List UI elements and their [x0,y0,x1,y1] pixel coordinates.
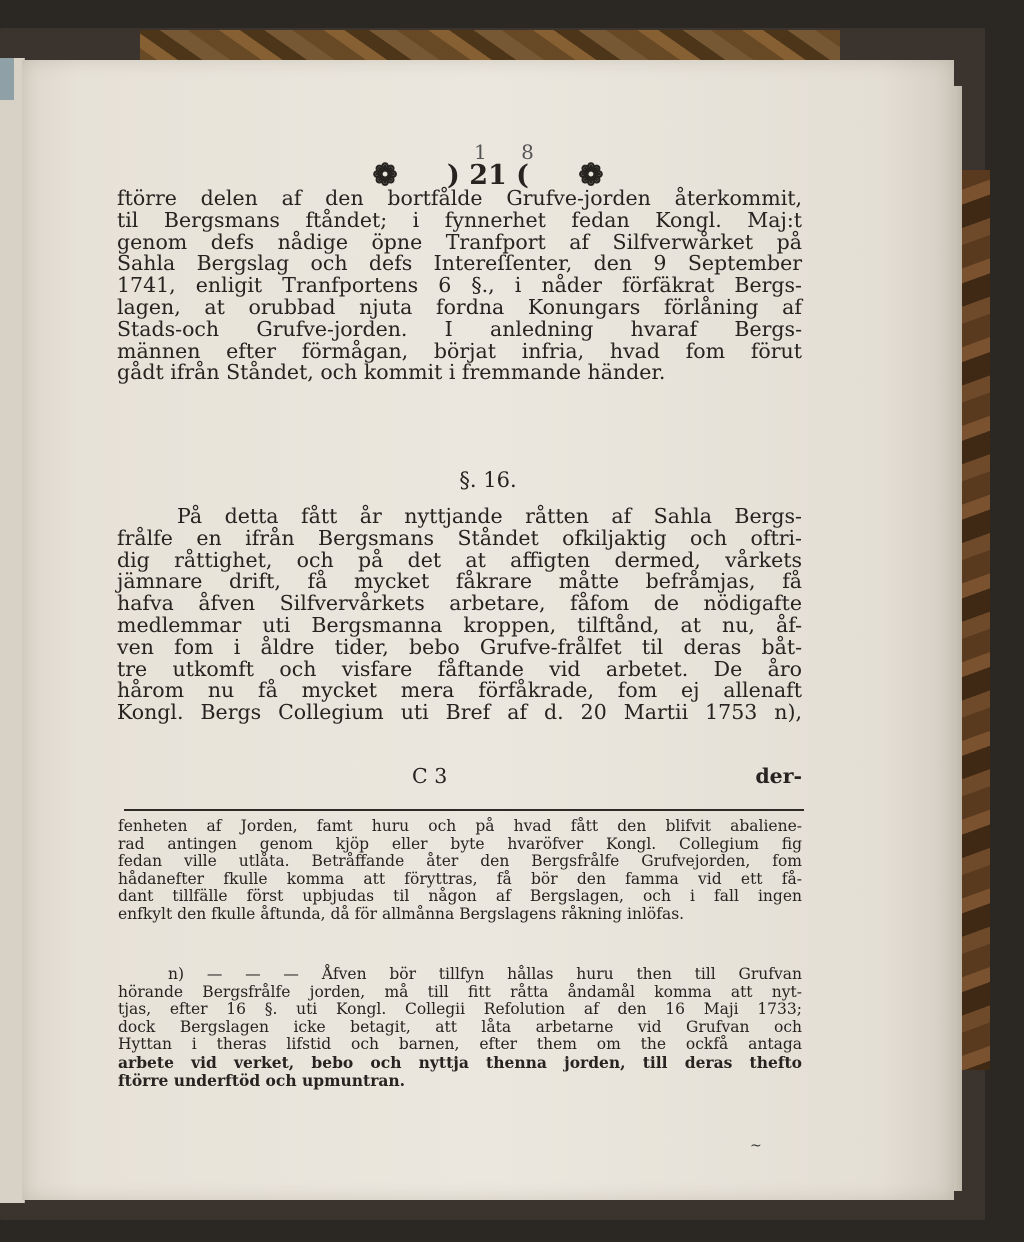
footnote-line: Hyttan i theras lifstid och barnen, efter them om the ockfå antaga [118,1035,802,1054]
footnote-line: hådanefter fkulle komma att föryttras, få bör den famma vid ett få- [118,869,802,888]
text-line: hårom nu få mycket mera förfåkrade, fom ej allenaft [117,678,802,703]
section-heading: §. 16. [459,468,517,492]
footnote-line: dant tillfälle först upbjudas til någon af Bergslagen, och i fall ingen [118,887,802,906]
text-line: til Bergsmans ftåndet; i fynnerhet fedan Kongl. Maj:t [117,207,802,232]
text-line: hafva åfven Silfvervårkets arbetare, fåfom de nödigafte [117,591,802,616]
ornament-right-icon: ❁ [578,158,604,193]
text-line: 1741, enligit Tranfportens 6 §., i nåder förfäkrat Bergs- [117,273,802,298]
footnote-line: arbete vid verket, bebo och nyttja thenna jorden, till deras thefto [118,1052,802,1072]
text-line: Kongl. Bergs Collegium uti Bref af d. 20 Martii 1753 n), [117,700,802,725]
text-line: ven fom i åldre tider, bebo Grufve-frålfet til deras båt- [117,634,802,659]
text-line: genom defs nådige öpne Tranfport af Silfverwårket på [117,229,802,254]
pencil-mark: 1 8 [474,140,548,164]
ink-scribble: ~ [750,1138,762,1154]
ornament-left-icon: ❁ [372,158,398,193]
footnote-n [118,966,802,1089]
footnote-line: rad antingen genom kjöp eller byte hvaröfver Kongl. Collegium fig [118,834,802,853]
page-number: ) 21 ( [447,160,529,191]
text-line: frålfe en ifrån Bergsmans Ståndet ofkiljaktig och oftri- [117,525,802,550]
footnote-line: fedan ville utlåta. Betråffande åter den Bergsfrålfe Grufvejorden, fom [118,852,802,871]
text-line: Stads-och Grufve-jorden. I anledning hvaraf Bergs- [117,316,802,341]
text-line: lagen, at orubbad njuta fordna Konungars förlåning af [117,294,802,319]
book-page [22,60,954,1200]
footnote-rule [124,809,804,811]
signature-mark: C 3 [412,764,448,788]
text-line: jämnare drift, få mycket fåkrare måtte befråmjas, få [117,569,802,594]
text-line: tre utkomft och visfare fåftande vid arbetet. De åro [117,656,802,681]
text-line: På detta fått år nyttjande råtten af Sahla Bergs- [177,504,802,528]
footnote-line: dock Bergslagen icke betagit, att låta arbetarne vid Grufvan och [118,1017,802,1036]
text-line: medlemmar uti Bergsmanna kroppen, tilftånd, at nu, åf- [117,612,802,637]
text-line: dig råttighet, och på det at affigten dermed, vårkets [117,547,802,572]
paragraph-1 [117,188,802,384]
footnote-line: n) — — — Åfven bör tillfyn hållas huru then till Grufvan [168,965,802,983]
text-line: gådt ifrån Ståndet, och kommit i fremmande händer. [117,360,666,385]
paragraph-2 [117,506,802,724]
spine-tab [0,58,14,100]
catchword: der- [755,764,802,788]
text-line: ftörre delen af den bortfålde Grufve-jorden återkommit, [117,186,802,210]
footnote-line: fenheten af Jorden, famt huru och på hvad fått den blifvit abaliene- [118,817,802,835]
footnote-continued [118,818,802,924]
text-line: männen efter förmågan, börjat infria, hvad fom förut [117,338,802,363]
footnote-line: hörande Bergsfrålfe jorden, må till fitt råtta åndamål komma att nyt- [118,982,802,1001]
text-line: Sahla Bergslag och defs Intereſſenter, den 9 September [117,251,802,276]
footnote-line: tjas, efter 16 §. uti Kongl. Collegii Refolution af den 16 Maji 1733; [118,1000,802,1019]
footnote-line: ftörre underftöd och upmuntran. [118,1070,406,1090]
footnote-line: enfkylt den fkulle åftunda, då för allmånna Bergslagens råkning inlöfas. [118,904,685,923]
